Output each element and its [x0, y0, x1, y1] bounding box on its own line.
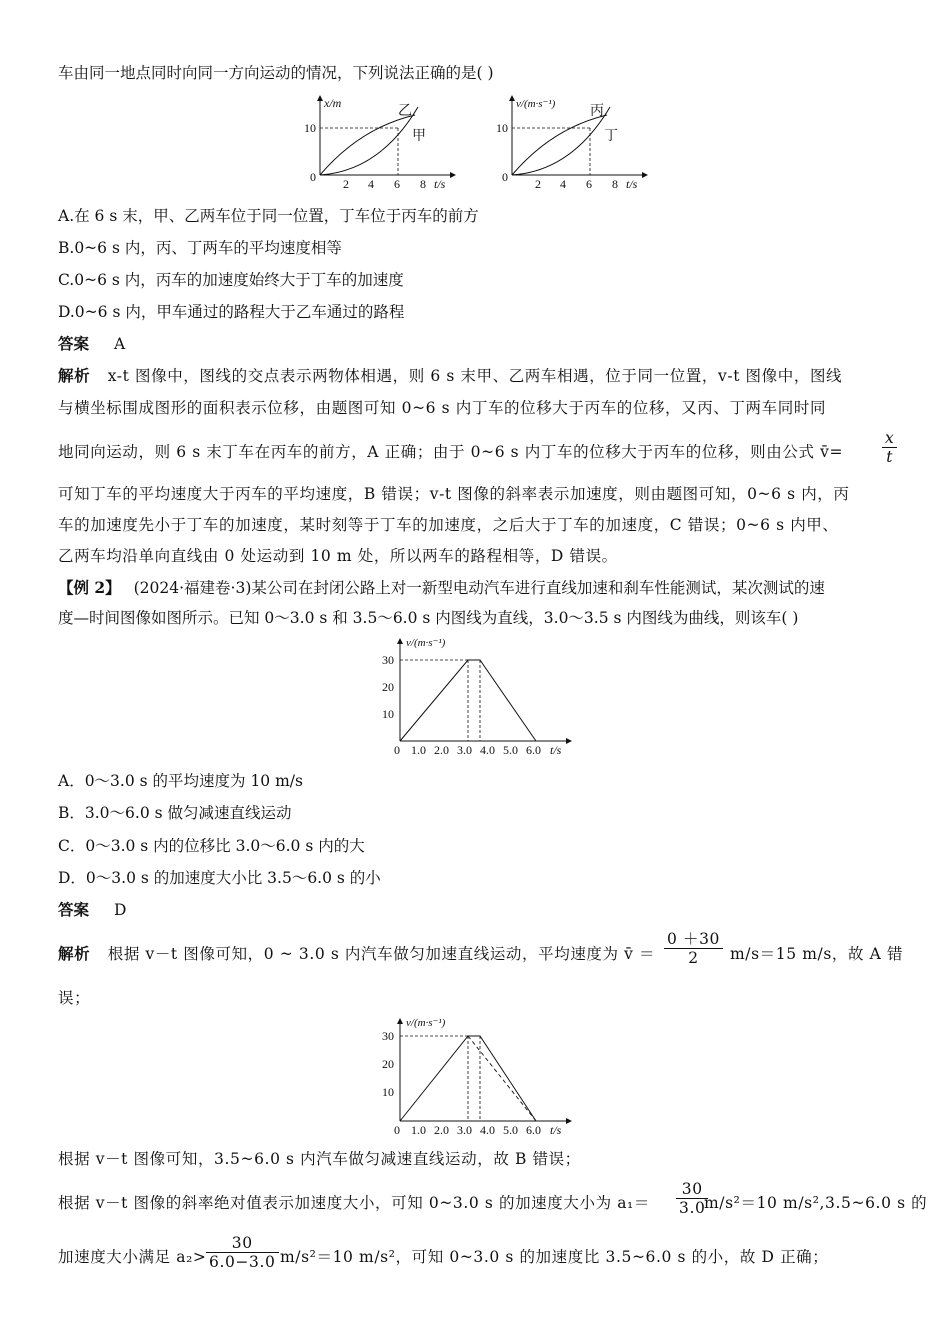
- q2-analysis-graph-ytick: 20: [382, 1057, 394, 1071]
- q2-stem-line: 度—时间图像如图所示。已知 0～3.0 s 和 3.5～6.0 s 内图线为直线，3.0～3.5 s 内图线为曲线，则该车( ): [58, 609, 799, 627]
- q2-avg-den: 2: [688, 949, 699, 967]
- q2-analysis-graph-ylabel: v/(m·s⁻¹): [406, 1017, 446, 1029]
- q2-analysis-graph-xtick: 2.0: [434, 1123, 449, 1137]
- q2-analysis-line: 误；: [58, 989, 91, 1007]
- q1-analysis-line: 可知丁车的平均速度大于丙车的平均速度，B 错误；v-t 图像的斜率表示加速度，则由题图可知，0~6 s 内，丙: [58, 485, 850, 503]
- q1-option-d: D.0~6 s 内，甲车通过的路程大于乙车通过的路程: [58, 303, 405, 321]
- q1-left-ytick: 10: [304, 121, 316, 135]
- q2-analysis-graph-origin: 0: [394, 1123, 400, 1137]
- q1-answer-row: [58, 333, 125, 355]
- q1-analysis-line: [58, 429, 895, 466]
- q2-analysis-graph-xtick: 3.0: [457, 1123, 472, 1137]
- q1-left-origin: 0: [310, 170, 316, 184]
- q1-left-xtick: 8: [420, 177, 426, 191]
- q2-avg-num: 0 ＋30: [664, 930, 723, 949]
- q1-analysis-line: 与横坐标围成图形的面积表示位移，由题图可知 0~6 s 内丁车的位移大于丙车的位移，又丙、丁两车同时同: [58, 399, 827, 417]
- q2-analysis-graph-xtick: 1.0: [411, 1123, 426, 1137]
- q2-graph-ytick: 20: [382, 680, 394, 694]
- q2-option-c: C．0～3.0 s 内的位移比 3.0～6.0 s 内的大: [58, 837, 365, 855]
- q1-left-xtick: 6: [394, 177, 400, 191]
- q2-a2-fraction: [206, 1234, 279, 1271]
- q1-analysis-text: x-t 图像中，图线的交点表示两物体相遇，则 6 s 末甲、乙两车相遇，位于同一位置，v-t 图像中，图线: [107, 367, 843, 385]
- q1-analysis-text: 地同向运动，则 6 s 末丁车在丙车的前方，A 正确；由于 0~6 s 内丁车的位移大于丙车的位移，则由公式 v̄=: [58, 443, 844, 461]
- q2-analysis-graph-xtick: 5.0: [503, 1123, 518, 1137]
- q1-right-label-bing: 丙: [590, 104, 604, 119]
- q2-analysis-line: [58, 1180, 928, 1217]
- q2-analysis-text: m/s＝15 m/s，故 A 错: [730, 945, 904, 963]
- q2-analysis-text: 加速度大小满足 a₂>: [58, 1248, 207, 1266]
- q2-graph-xtick: 3.0: [457, 743, 472, 757]
- q1-left-label-jia: 甲: [412, 129, 426, 144]
- q1-analysis-line: [58, 365, 842, 387]
- q2-option-b: B．3.0～6.0 s 做匀减速直线运动: [58, 804, 292, 822]
- q2-answer-value: D: [113, 901, 127, 919]
- q2-analysis-text: 根据 v－t 图像的斜率绝对值表示加速度大小，可知 0~3.0 s 的加速度大小为 a₁＝: [58, 1194, 650, 1212]
- q2-option-a: A．0～3.0 s 的平均速度为 10 m/s: [58, 772, 303, 790]
- q2-analysis-graph-ytick: 10: [382, 1085, 394, 1099]
- q1-right-label-ding: 丁: [604, 129, 618, 144]
- q2-graph-ylabel: v/(m·s⁻¹): [406, 637, 446, 649]
- q2-a1-den: 3.0: [679, 1199, 706, 1217]
- q1-left-xlabel: t/s: [434, 177, 446, 191]
- q2-graph-xtick: 5.0: [503, 743, 518, 757]
- q1-option-c: C.0~6 s 内，丙车的加速度始终大于丁车的加速度: [58, 271, 404, 289]
- q1-right-ytick: 10: [496, 121, 508, 135]
- q1-answer-value: A: [113, 335, 126, 353]
- q1-right-ylabel: v/(m·s⁻¹): [516, 98, 556, 110]
- q2-graph-origin: 0: [394, 743, 400, 757]
- q1-vt-graph: [492, 93, 652, 193]
- q2-graph-xtick: 1.0: [411, 743, 426, 757]
- q2-answer-label: 答案: [58, 900, 90, 919]
- q1-right-xtick: 2: [535, 177, 541, 191]
- q1-right-xlabel: t/s: [626, 177, 638, 191]
- q2-analysis-line: [58, 1234, 829, 1271]
- q2-avg-fraction: [664, 930, 723, 967]
- q2-a2-num: 30: [206, 1234, 279, 1253]
- q1-formula-fraction: [882, 429, 897, 466]
- q2-stem-text: (2024·福建卷·3)某公司在封闭公路上对一新型电动汽车进行直线加速和刹车性能测试，某次测试的速: [133, 579, 825, 597]
- q2-a1-num: 30: [676, 1180, 708, 1199]
- q2-stem-line: [58, 577, 825, 599]
- q2-a2-den: 6.0−3.0: [209, 1253, 276, 1271]
- q1-right-xtick: 6: [586, 177, 592, 191]
- q2-analysis-text: m/s²＝10 m/s²,3.5~6.0 s 的: [704, 1194, 928, 1212]
- q1-analysis-label: 解析: [58, 366, 91, 385]
- q1-left-xtick: 4: [368, 177, 374, 191]
- q2-answer-row: [58, 899, 126, 921]
- q1-left-xtick: 2: [343, 177, 349, 191]
- q2-graph-ytick: 30: [382, 653, 394, 667]
- q2-analysis-graph-xtick: 4.0: [480, 1123, 495, 1137]
- q2-analysis-graph-ytick: 30: [382, 1029, 394, 1043]
- q1-left-ylabel: x/m: [324, 96, 342, 110]
- q2-graph-xtick: 6.0: [526, 743, 541, 757]
- q1-left-label-yi: 乙: [398, 104, 412, 119]
- q2-analysis-graph-xtick: 6.0: [526, 1123, 541, 1137]
- q2-tag: 【例 2】: [58, 578, 121, 597]
- q2-graph-xtick: 2.0: [434, 743, 449, 757]
- q2-analysis-line: 根据 v－t 图像可知，3.5~6.0 s 内汽车做匀减速直线运动，故 B 错误；: [58, 1150, 581, 1168]
- q2-graph-xlabel: t/s: [550, 743, 562, 757]
- q1-analysis-line: 乙两车均沿单向直线由 0 处运动到 10 m 处，所以两车的路程相等，D 错误。: [58, 547, 618, 565]
- q1-option-a: A.在 6 s 末，甲、乙两车位于同一位置，丁车位于丙车的前方: [58, 207, 479, 225]
- q2-graph-ytick: 10: [382, 707, 394, 721]
- q2-graph-xtick: 4.0: [480, 743, 495, 757]
- q1-right-origin: 0: [502, 170, 508, 184]
- q2-analysis-text: m/s²＝10 m/s²，可知 0~3.0 s 的加速度比 3.5~6.0 s 的小，故 D 正确；: [280, 1248, 829, 1266]
- q1-xt-graph: [300, 93, 460, 193]
- q1-right-xtick: 8: [612, 177, 618, 191]
- q2-analysis-graph-xlabel: t/s: [550, 1123, 562, 1137]
- q1-intro: 车由同一地点同时向同一方向运动的情况，下列说法正确的是( ): [58, 64, 494, 82]
- q1-answer-label: 答案: [58, 334, 90, 353]
- q1-analysis-line: 车的加速度先小于丁车的加速度，某时刻等于丁车的加速度，之后大于丁车的加速度，C 错误；0~6 s 内甲、: [58, 516, 839, 534]
- q2-vt-graph: [370, 632, 580, 760]
- q1-option-b: B.0~6 s 内，丙、丁两车的平均速度相等: [58, 239, 342, 257]
- q1-formula-num: x: [882, 429, 897, 448]
- q2-analysis-text: 根据 v－t 图像可知，0 ~ 3.0 s 内汽车做匀加速直线运动，平均速度为 v̄ ＝: [107, 945, 656, 963]
- q2-analysis-line: [58, 930, 904, 967]
- q1-right-xtick: 4: [560, 177, 566, 191]
- q2-analysis-graph: [370, 1012, 580, 1140]
- q2-option-d: D．0～3.0 s 的加速度大小比 3.5～6.0 s 的小: [58, 869, 381, 887]
- q1-formula-den: t: [886, 448, 894, 466]
- q2-analysis-label: 解析: [58, 944, 91, 963]
